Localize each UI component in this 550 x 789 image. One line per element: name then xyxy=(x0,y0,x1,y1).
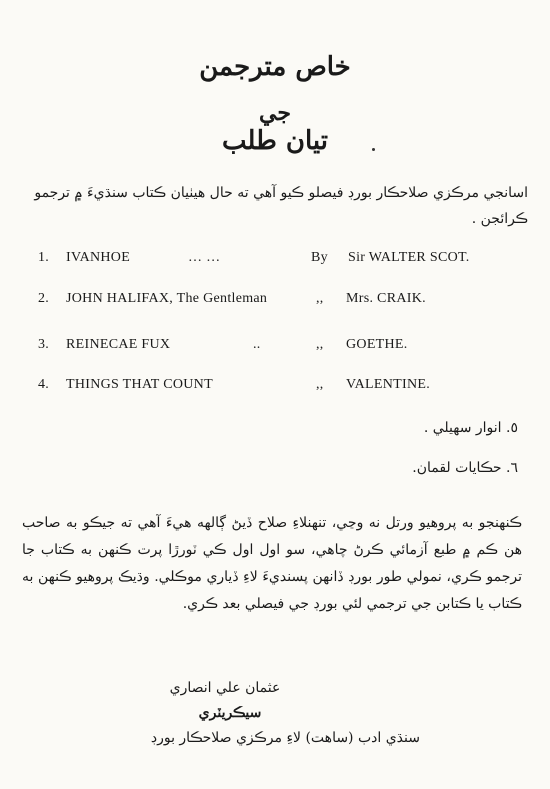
heading-connector: جي xyxy=(259,100,291,126)
signatory-role: سيڪريٽري xyxy=(198,705,262,721)
signatory-name: عثمان علي انصاري xyxy=(169,680,281,696)
numbered-item xyxy=(218,420,518,436)
book-dots: … … xyxy=(188,250,221,265)
intro-paragraph: اسانجي مرڪزي صلاحڪار بورڊ فيصلو ڪيو آهي ته حال هيٺيان ڪتاب سنڌيءَ ۾ ترجمو ڪرائجن . xyxy=(34,185,528,227)
book-by: By xyxy=(311,250,328,265)
ink-speck xyxy=(372,148,375,151)
book-dots: .. xyxy=(253,337,261,352)
book-author: VALENTINE. xyxy=(346,377,431,392)
book-number: 2. xyxy=(38,291,50,306)
item-number: ٥. xyxy=(506,420,518,436)
signatory-organization: سنڌي ادب (ساهت) لاءِ مرڪزي صلاحڪار بورڊ xyxy=(150,730,420,746)
book-title: JOHN HALIFAX, The Gentleman xyxy=(66,291,268,306)
book-number: 4. xyxy=(38,377,50,392)
book-title: IVANHOE xyxy=(66,250,131,265)
book-title: THINGS THAT COUNT xyxy=(66,377,213,392)
numbered-item xyxy=(218,460,518,476)
book-author: Sir WALTER SCOT. xyxy=(348,250,470,265)
book-author: Mrs. CRAIK. xyxy=(346,291,426,306)
item-text: حڪايات لقمان. xyxy=(412,460,502,476)
book-title: REINECAE FUX xyxy=(66,337,171,352)
heading-subtitle: تيان طلب xyxy=(222,126,328,156)
item-number: ٦. xyxy=(506,460,518,476)
book-number: 3. xyxy=(38,337,50,352)
heading-title: خاص مترجمن xyxy=(199,52,351,82)
book-number: 1. xyxy=(38,250,50,265)
book-by: ,, xyxy=(316,377,324,392)
item-text: انوار سهيلي . xyxy=(423,420,502,436)
book-by: ,, xyxy=(316,291,324,306)
book-author: GOETHE. xyxy=(346,337,408,352)
body-paragraph: ڪنهنجو به پروهيو ورتل نه وڃي، تنهنلاءِ صلاح ڏيڻ ڳالهه هيءَ آهي ته جيڪو به صاحب هن ڪم ۾ طبع آزمائي ڪرڻ چاهي، سو اول اول ڪي ٽورڙا پرت ڪنهن به ڪتاب جا ترجمو ڪري، نمولي طور بورڊ ڏانهن پسنديءَ لاءِ ڏياري موڪلي. وڌيڪ پروهيو ڪنهن به ڪتاب يا ڪتابن جي ترجمي لئي بورڊ جي فيصلي بعد ڪري. xyxy=(22,515,522,612)
book-by: ,, xyxy=(316,337,324,352)
